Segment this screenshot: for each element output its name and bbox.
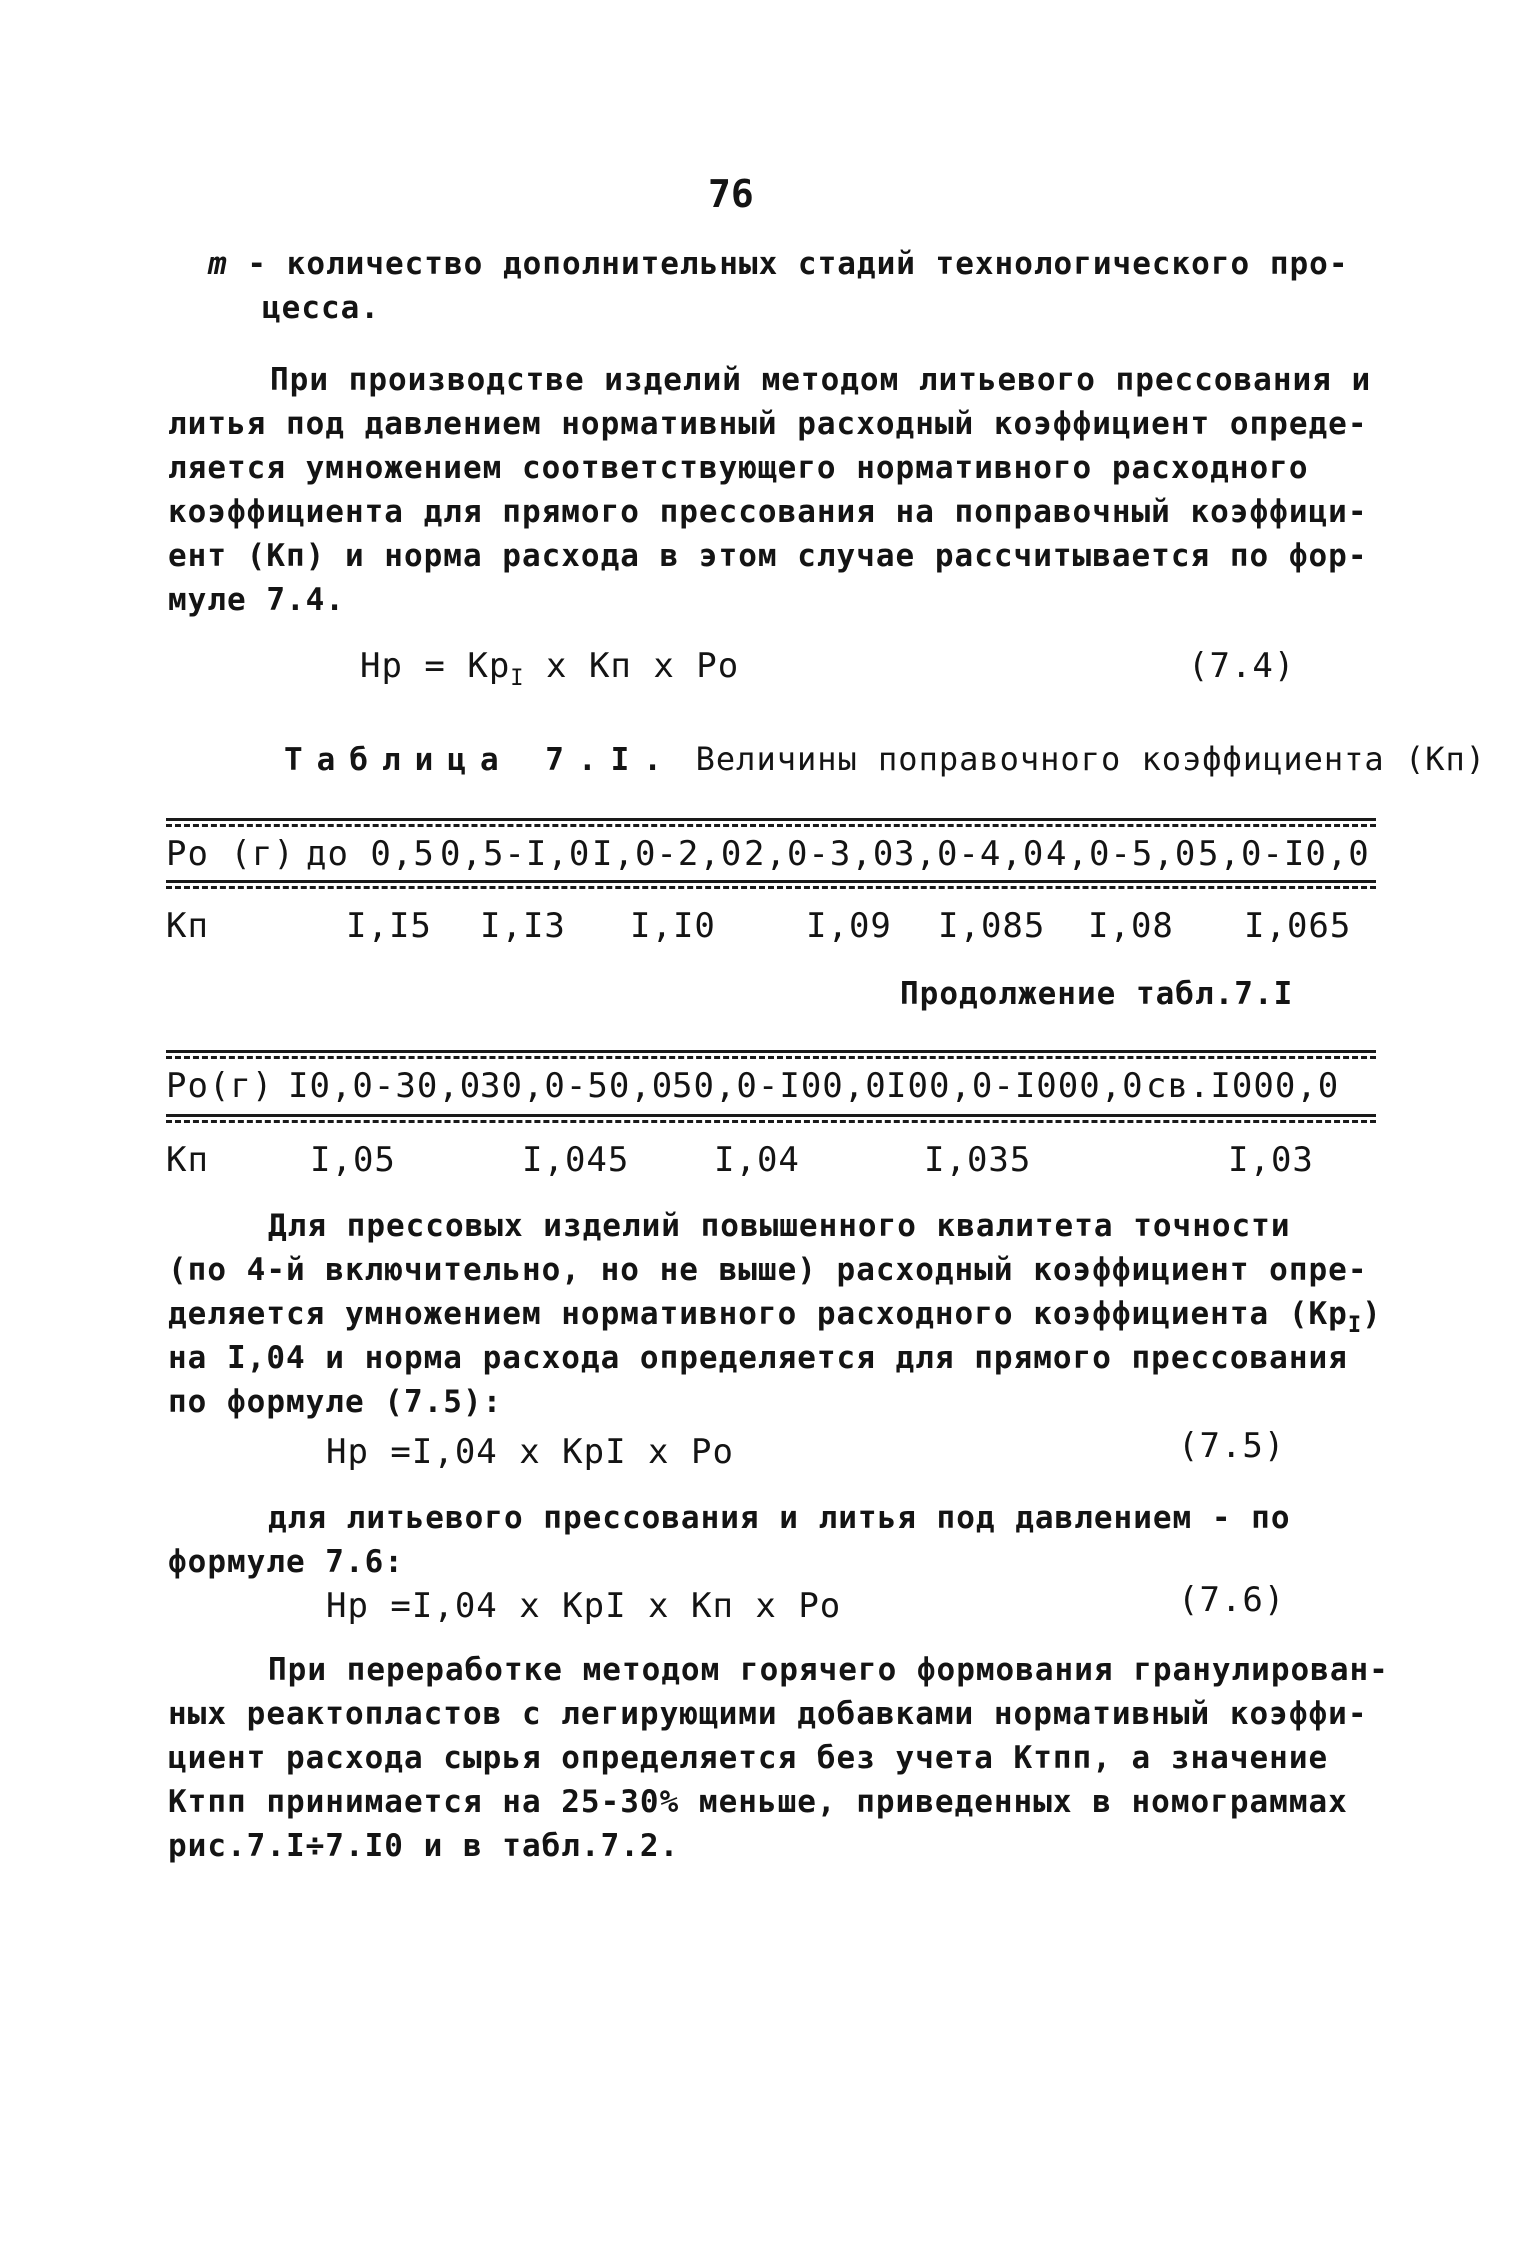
table-2-row-label: Кп	[166, 1140, 209, 1180]
paragraph-1-line: При производстве изделий методом литьевого прессования и	[270, 362, 1372, 398]
paragraph-1-line: коэффициента для прямого прессования на поправочный коэффици-	[168, 494, 1368, 530]
paragraph-4-line: ных реактопластов с легирующими добавками нормативный коэффи-	[168, 1696, 1368, 1732]
table-2-header-cell: 30,0-50,0	[480, 1066, 674, 1106]
table-1-header-cell: 3,0-4,0	[894, 834, 1045, 874]
paragraph-4-line: рис.7.I÷7.I0 и в табл.7.2.	[168, 1828, 680, 1864]
paragraph-2-line	[168, 1296, 1382, 1338]
paragraph-1-line: ляется умножением соответствующего нормативного расходного	[168, 450, 1309, 486]
table-1-header-cell: Ро (г)	[166, 834, 295, 874]
formula-7-5: Нр =I,04 х КрI х Ро	[326, 1432, 734, 1472]
formula-7-4	[360, 646, 739, 691]
definition-text: - количество дополнительных стадий технологического про-	[227, 246, 1349, 282]
table-1-cell: I,065	[1244, 906, 1352, 946]
formula-7-4-right: х Кп х Ро	[524, 646, 740, 686]
formula-7-4-left: Нр = Кр	[360, 646, 511, 686]
table-continuation-label: Продолжение табл.7.I	[900, 976, 1294, 1012]
table-2-cell: I,05	[310, 1140, 396, 1180]
table-1-mid-rule	[166, 880, 1376, 883]
table-2-mid-rule	[166, 1114, 1376, 1117]
paragraph-2-close: )	[1362, 1296, 1382, 1332]
table-2-top-rule-dashed	[166, 1056, 1376, 1059]
paragraph-3-line: для литьевого прессования и литья под давлением - по	[268, 1500, 1291, 1536]
table-caption	[284, 740, 1486, 778]
paragraph-4-line: Ктпп принимается на 25-30% меньше, приведенных в номограммах	[168, 1784, 1348, 1820]
paragraph-3-line: формуле 7.6:	[168, 1544, 404, 1580]
formula-7-5-number: (7.5)	[1178, 1426, 1286, 1466]
table-1-header-cell: 0,5-I,0	[440, 834, 591, 874]
formula-7-6-number: (7.6)	[1178, 1580, 1286, 1620]
definition-line-2: цесса.	[262, 290, 380, 326]
table-1-header-cell: до 0,5	[306, 834, 435, 874]
table-2-cell: I,035	[924, 1140, 1032, 1180]
table-1-header-cell: I,0-2,0	[592, 834, 743, 874]
table-1-mid-rule-dashed	[166, 886, 1376, 889]
table-1-top-rule	[166, 818, 1376, 821]
paragraph-4-line: циент расхода сырья определяется без учета Ктпп, а значение	[168, 1740, 1329, 1776]
paragraph-1-line: литья под давлением нормативный расходный коэффициент опреде-	[168, 406, 1368, 442]
table-2-header-cell: св.I000,0	[1146, 1066, 1340, 1106]
table-caption-label: Таблица 7.I.	[284, 742, 676, 778]
table-1-row-label: Кп	[166, 906, 209, 946]
formula-7-4-subscript: I	[510, 666, 525, 691]
paragraph-2-text: деляется умножением нормативного расходного коэффициента (Кр	[168, 1296, 1348, 1332]
paragraph-2-subscript: I	[1347, 1313, 1363, 1338]
page-number: 76	[708, 172, 754, 216]
paragraph-2-line: по формуле (7.5):	[168, 1384, 503, 1420]
table-1-cell: I,09	[806, 906, 892, 946]
table-caption-text: Величины поправочного коэффициента (Кп)	[695, 740, 1486, 778]
table-1-cell: I,I3	[480, 906, 566, 946]
table-2-cell: I,045	[522, 1140, 630, 1180]
symbol-m: m	[208, 246, 228, 282]
table-1-header-cell: 4,0-5,0	[1046, 834, 1197, 874]
paragraph-4-line: При переработке методом горячего формования гранулирован-	[268, 1652, 1389, 1688]
table-1-top-rule-dashed	[166, 824, 1376, 827]
table-2-top-rule	[166, 1050, 1376, 1053]
table-1-cell: I,I5	[346, 906, 432, 946]
table-1-header-cell: 5,0-I0,0	[1198, 834, 1370, 874]
table-1-cell: I,085	[938, 906, 1046, 946]
paragraph-1-line: ент (Кп) и норма расхода в этом случае рассчитывается по фор-	[168, 538, 1368, 574]
table-2-mid-rule-dashed	[166, 1120, 1376, 1123]
paragraph-2-line: Для прессовых изделий повышенного квалитета точности	[268, 1208, 1291, 1244]
paragraph-2-line: на I,04 и норма расхода определяется для прямого прессования	[168, 1340, 1348, 1376]
paragraph-1-line: муле 7.4.	[168, 582, 345, 618]
paragraph-2-line: (по 4-й включительно, но не выше) расходный коэффициент опре-	[168, 1252, 1368, 1288]
table-2-header-cell: I0,0-30,0	[288, 1066, 482, 1106]
table-2-header-cell: 50,0-I00,0	[672, 1066, 887, 1106]
table-2-header-cell: Ро(г)	[166, 1066, 274, 1106]
table-2-cell: I,04	[714, 1140, 800, 1180]
formula-7-4-number: (7.4)	[1188, 646, 1296, 686]
table-2-cell: I,03	[1228, 1140, 1314, 1180]
definition-line-1	[208, 246, 1349, 282]
formula-7-6: Нр =I,04 х КрI х Кп х Ро	[326, 1586, 842, 1626]
table-1-header-cell: 2,0-3,0	[744, 834, 895, 874]
table-2-header-cell: I00,0-I000,0	[886, 1066, 1144, 1106]
table-1-cell: I,08	[1088, 906, 1174, 946]
table-1-cell: I,I0	[630, 906, 716, 946]
